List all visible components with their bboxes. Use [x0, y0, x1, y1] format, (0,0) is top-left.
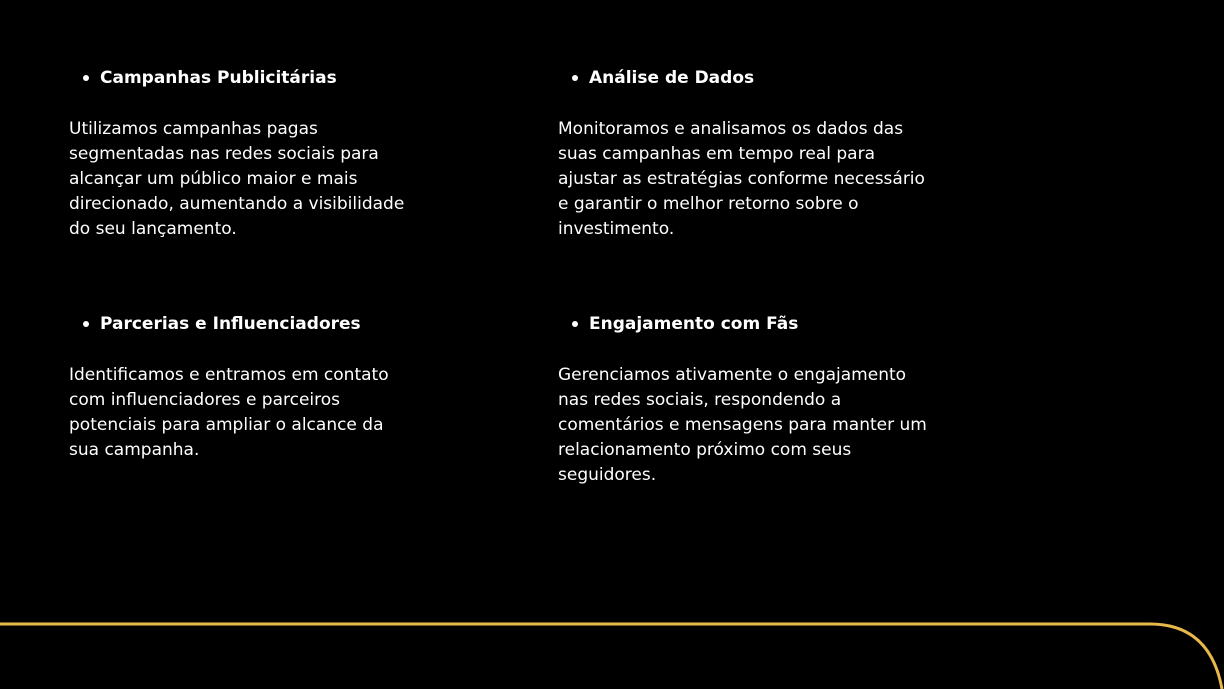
section-title: Análise de Dados	[589, 68, 755, 88]
section-description: Gerenciamos ativamente o engajamento nas redes sociais, respondendo a comentários e mensagens para manter um relacionamento próximo com seus seguidores.	[558, 365, 927, 485]
section-title: Parcerias e Influenciadores	[100, 314, 361, 334]
section-title: Engajamento com Fãs	[589, 314, 799, 334]
accent-line	[0, 624, 1222, 689]
section-title: Campanhas Publicitárias	[100, 68, 337, 88]
section-description: Utilizamos campanhas pagas segmentadas nas redes sociais para alcançar um público maior e mais direcionado, aumentando a visibilidade do seu lançamento.	[69, 119, 405, 239]
section-description: Identificamos e entramos em contato com influenciadores e parceiros potenciais para ampliar o alcance da sua campanha.	[69, 365, 389, 460]
section-description: Monitoramos e analisamos os dados das suas campanhas em tempo real para ajustar as estratégias conforme necessário e garantir o melhor retorno sobre o investimento.	[558, 119, 925, 239]
